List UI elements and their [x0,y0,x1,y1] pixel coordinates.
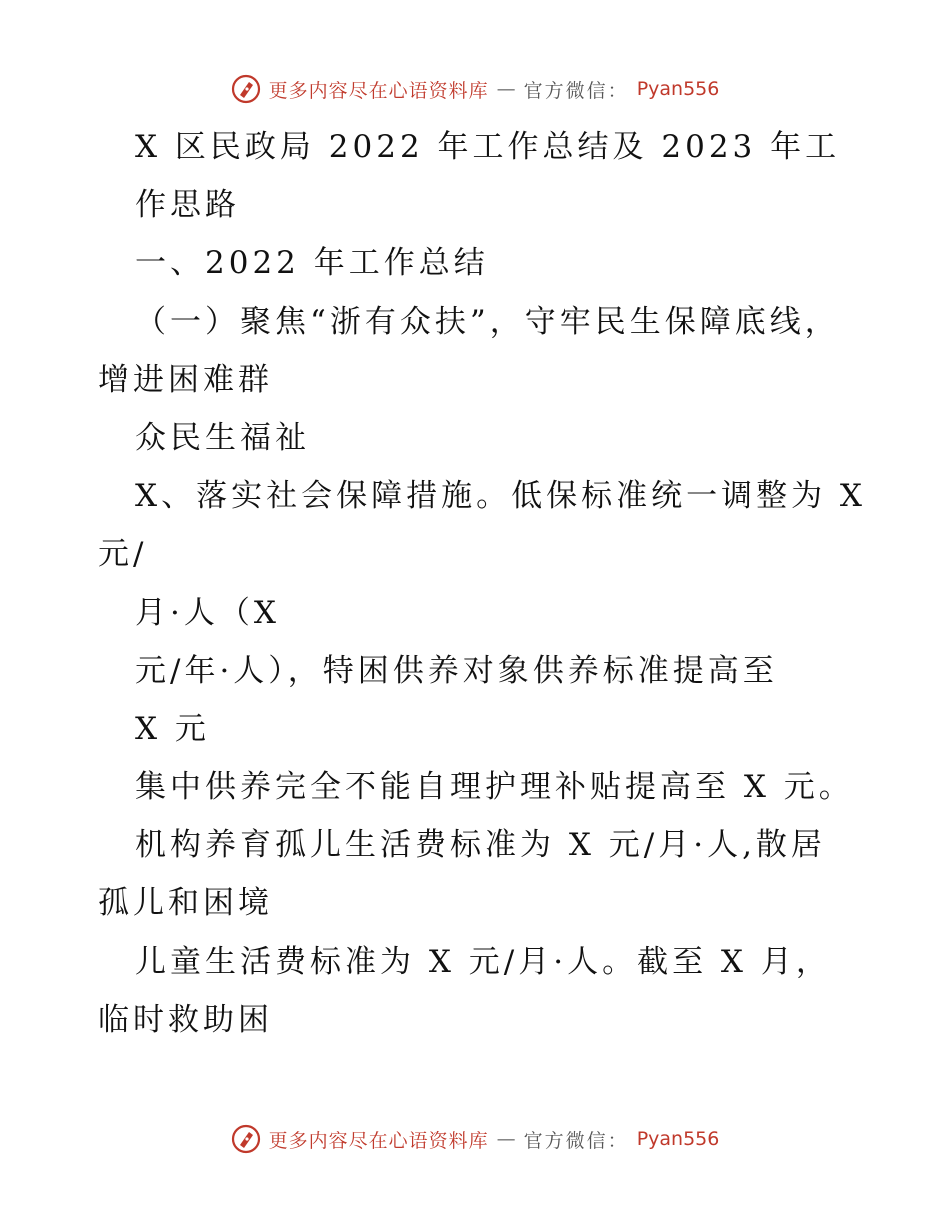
text-line: X、落实社会保障措施。低保标准统一调整为 X [135,478,866,515]
text-line: X 元 [135,710,210,747]
pen-nib-circle-icon [231,74,261,104]
text-line: 集中供养完全不能自理护理补贴提高至 X 元。 [135,769,854,806]
title-line-1: X 区民政局 2022 年工作总结及 2023 年工 [135,129,841,165]
watermark-text: 更多内容尽在心语资料库 [268,79,489,102]
text-line: 元/ [98,536,148,573]
header-watermark [0,74,950,104]
watermark-wechat-id: Pyan556 [636,1128,720,1150]
text-line: 众民生福祉 [135,419,310,456]
document-body [98,118,866,1049]
watermark-wechat-id: Pyan556 [636,78,720,100]
watermark-wechat-label: 官方微信： [523,1129,629,1152]
text-line: 儿童生活费标准为 X 元/月·人。截至 X 月， [135,943,831,980]
text-line: 机构养育孤儿生活费标准为 X 元/月·人,散居 [135,827,826,864]
watermark-dash: — [496,1128,516,1150]
watermark-dash: — [496,78,516,100]
title-line-2: 作思路 [135,187,240,224]
text-line: 月·人（X [135,594,280,631]
footer-watermark [0,1124,950,1154]
watermark-wechat-label: 官方微信： [523,79,629,102]
watermark-text: 更多内容尽在心语资料库 [268,1129,489,1152]
text-line: 元/年·人），特困供养对象供养标准提高至 [135,652,778,689]
text-line: 增进困难群 [98,361,273,398]
text-line: 临时救助困 [98,1001,273,1038]
subsection-heading: （一）聚焦“浙有众扶”，守牢民生保障底线， [135,303,840,340]
text-line: 孤儿和困境 [98,885,273,922]
section-heading: 一、2022 年工作总结 [135,245,489,282]
pen-nib-circle-icon [231,1124,261,1154]
